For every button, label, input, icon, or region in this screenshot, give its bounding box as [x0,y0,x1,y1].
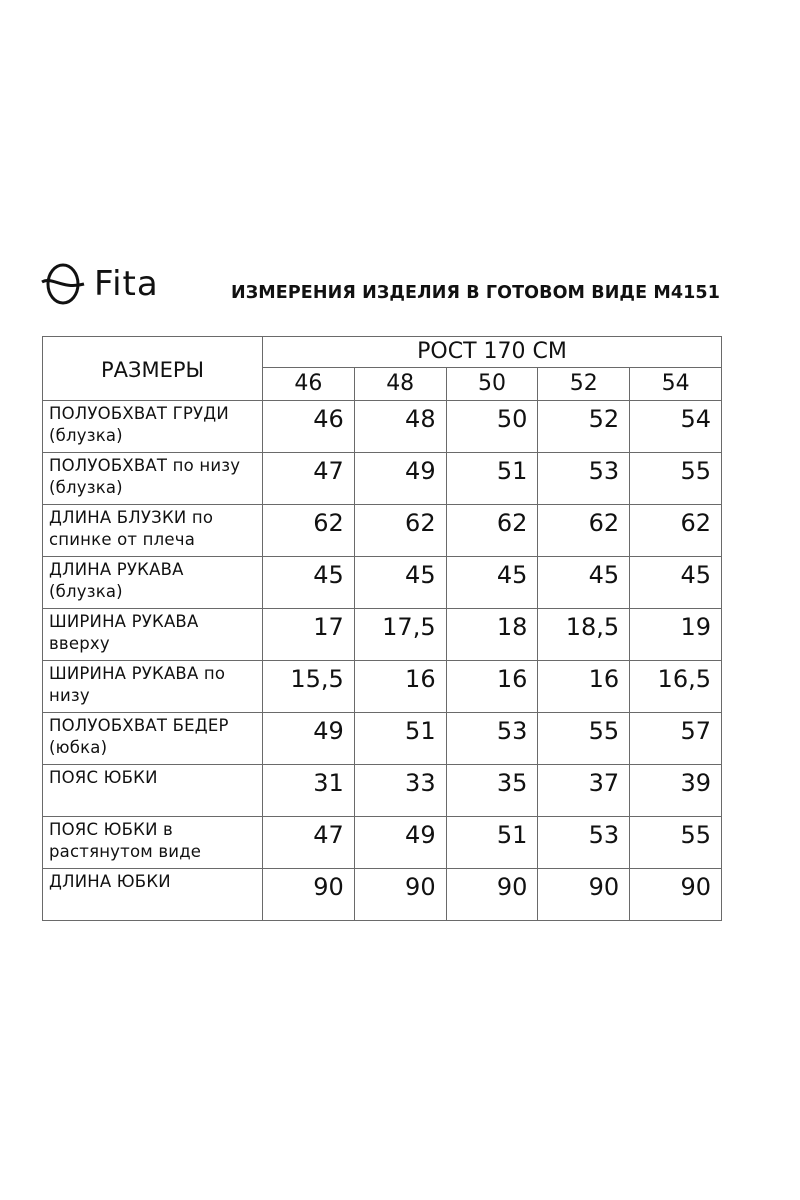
measurement-value: 57 [630,713,722,765]
measurement-label: ШИРИНА РУКАВА по низу [43,661,263,713]
measurement-value: 45 [354,557,446,609]
measurement-value: 18,5 [538,609,630,661]
measurement-label: ПОЛУОБХВАТ по низу (блузка) [43,453,263,505]
measurement-value: 17,5 [354,609,446,661]
size-header: 48 [354,368,446,401]
table-row [43,817,722,869]
fita-logo-icon [40,262,86,306]
measurement-label: ДЛИНА ЮБКИ [43,869,263,921]
measurement-value: 16,5 [630,661,722,713]
measurement-label: ДЛИНА БЛУЗКИ по спинке от плеча [43,505,263,557]
size-chart-table [42,336,722,921]
measurement-value: 90 [630,869,722,921]
measurement-label: ПОЯС ЮБКИ [43,765,263,817]
measurement-value: 19 [630,609,722,661]
measurement-value: 52 [538,401,630,453]
measurement-value: 49 [354,817,446,869]
measurement-value: 54 [630,401,722,453]
table-row [43,765,722,817]
brand-logo [40,262,159,306]
measurement-label: ШИРИНА РУКАВА вверху [43,609,263,661]
table-row [43,401,722,453]
measurement-value: 62 [263,505,355,557]
size-header: 54 [630,368,722,401]
table-row [43,869,722,921]
measurement-value: 46 [263,401,355,453]
table-row [43,505,722,557]
measurement-value: 90 [354,869,446,921]
measurement-label: ПОЯС ЮБКИ в растянутом виде [43,817,263,869]
measurement-label: ПОЛУОБХВАТ БЕДЕР (юбка) [43,713,263,765]
measurement-value: 16 [446,661,538,713]
header-row [43,337,722,368]
measurement-value: 39 [630,765,722,817]
measurement-value: 45 [538,557,630,609]
size-header: 50 [446,368,538,401]
measurement-value: 47 [263,453,355,505]
table-row [43,661,722,713]
measurement-value: 53 [538,453,630,505]
measurement-value: 62 [630,505,722,557]
size-header: 52 [538,368,630,401]
measurement-value: 90 [446,869,538,921]
measurement-value: 55 [630,817,722,869]
table-row [43,557,722,609]
measurement-value: 35 [446,765,538,817]
measurement-label: ПОЛУОБХВАТ ГРУДИ (блузка) [43,401,263,453]
table-row [43,713,722,765]
measurement-value: 90 [263,869,355,921]
measurement-value: 55 [630,453,722,505]
document-title: ИЗМЕРЕНИЯ ИЗДЕЛИЯ В ГОТОВОМ ВИДЕ M4151 [231,283,720,303]
measurement-value: 62 [446,505,538,557]
brand-name: Fita [94,264,159,304]
measurement-value: 18 [446,609,538,661]
table-row [43,609,722,661]
measurement-value: 90 [538,869,630,921]
measurement-value: 49 [354,453,446,505]
measurement-value: 62 [354,505,446,557]
measurement-value: 51 [446,453,538,505]
measurement-value: 45 [263,557,355,609]
measurement-value: 33 [354,765,446,817]
measurement-value: 15,5 [263,661,355,713]
size-header: 46 [263,368,355,401]
measurement-value: 16 [354,661,446,713]
measurement-value: 31 [263,765,355,817]
sizes-header: РАЗМЕРЫ [43,337,263,401]
measurement-label: ДЛИНА РУКАВА (блузка) [43,557,263,609]
measurement-value: 45 [630,557,722,609]
measurement-value: 37 [538,765,630,817]
measurement-value: 47 [263,817,355,869]
table-row [43,453,722,505]
measurement-value: 45 [446,557,538,609]
measurement-value: 53 [538,817,630,869]
measurement-value: 51 [446,817,538,869]
height-header: РОСТ 170 СМ [263,337,722,368]
measurement-value: 51 [354,713,446,765]
measurement-value: 53 [446,713,538,765]
measurement-value: 55 [538,713,630,765]
measurement-value: 49 [263,713,355,765]
measurement-value: 16 [538,661,630,713]
measurement-value: 62 [538,505,630,557]
measurement-value: 50 [446,401,538,453]
measurement-value: 48 [354,401,446,453]
measurement-value: 17 [263,609,355,661]
